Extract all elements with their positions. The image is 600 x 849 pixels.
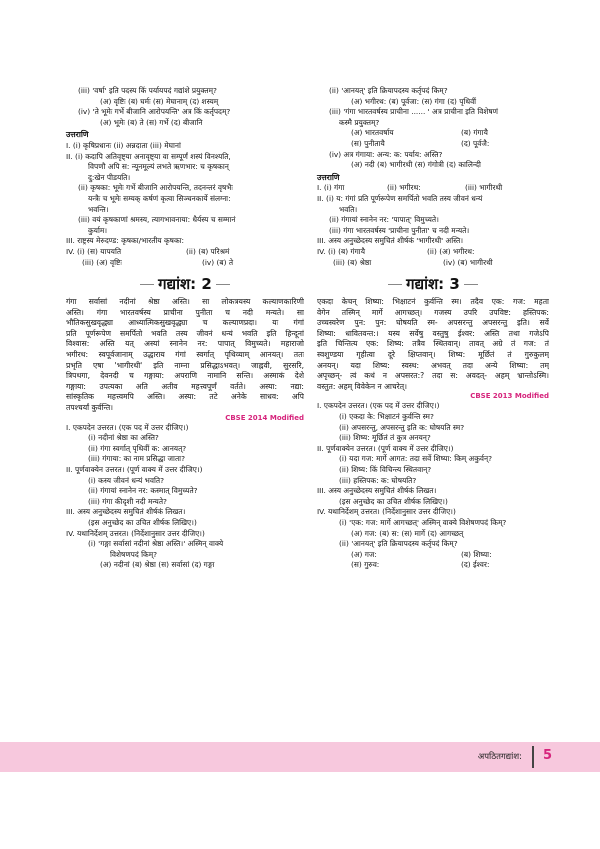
passage-line: शिष्या: धावितवन्त:। यस्य सर्वेषु वस्तुषु ईश्वर: अस्ति तथा गजेऽपि	[317, 328, 549, 338]
text-line: II. पूर्णवाक्येन उत्तरत। (पूर्ण वाक्य में उत्तर दीजिए।)	[317, 443, 454, 453]
text-line: II. पूर्णवाक्येन उत्तरत। (पूर्ण वाक्य में उत्तर दीजिए।)	[66, 465, 203, 474]
pair-cell: (iv) (ब) भागीरथी	[443, 257, 493, 267]
passage-line: प्रति पूर्णरूपेण समर्पितो भवति तस्य जीवनं धन्यं भवति इति हिन्दूनां	[66, 328, 304, 338]
footer-divider	[532, 746, 534, 768]
passage-line: प्रभृति एषा 'भागीरथी' इति नाम्ना प्रसिद्धाऽभवत्। जाह्नवी, सुरसरि,	[66, 360, 304, 370]
pair-row	[66, 258, 304, 269]
passage-line: त्रिपथगा, देवनदी च गङ्गाया: अपराणि नामानि सन्ति। अस्माकं देशे	[66, 371, 304, 381]
text-line: (i) 'एक: गज: मार्गे आगच्छत्' अस्मिन् वाक्ये विशेषणपदं किम्?	[339, 517, 507, 527]
text-line: II. (i) य: गंगां प्रति पूर्णरूपेण समर्पितो भवति तस्य जीवनं धन्यं	[317, 193, 483, 203]
text-line: III. अस्य अनुच्छेदस्य समुचितं शीर्षकं लिखत।	[317, 486, 437, 496]
passage-line: तपश्चर्यां कुर्वन्ति।	[66, 403, 114, 413]
passage-line: अपृच्छन्- त्वं कथं न अपसरत:? तदा स: अवदत्- अहम् भ्रान्तोऽस्मि।	[317, 371, 549, 381]
pair-cell: (iv) (ब) ते	[202, 257, 234, 267]
text-line: III. अस्य अनुच्छेदस्य समुचितं शीर्षकं 'भागीरथी' अस्ति।	[317, 236, 464, 246]
text-line: (ii) शिष्य: किं विचिन्त्य स्थितवान्?	[339, 465, 432, 474]
pair-cell: (स) गुरुव:	[351, 560, 380, 570]
answers-iv-block	[66, 247, 304, 268]
answer-cell: (iii) भागीरथी	[465, 183, 503, 193]
pair-cell: (अ) गज:	[351, 549, 377, 559]
text-line: (iii) हस्तिपक: क: घोषयति?	[339, 475, 417, 485]
passage-2-questions	[66, 423, 304, 571]
text-line: (अ) भगीरथ: (ब) पूर्वजा: (स) गंगा (द) पृथिवीं	[351, 96, 477, 106]
text-line: III. अस्य अनुच्छेदस्य समुचितं शीर्षकं लिखत।	[66, 507, 186, 517]
question-iv	[317, 150, 549, 171]
text-line: (अ) नदी (ब) भागीरथी (स) गंगोत्री (द) कालिन्दी	[351, 160, 481, 170]
text-line: I. एकपदेन उत्तरत। (एक पद में उत्तर दीजिए।)	[317, 401, 440, 411]
passage-line: सांस्कृतिक महत्त्वमपि अस्ति। अस्या: तटे अनेके साधव: अपि	[66, 392, 304, 402]
text-line: (अ) गज: (ब) स: (स) मार्गे (द) आगच्छत्	[351, 528, 464, 538]
pair-cell: (ब) शिष्या:	[461, 549, 492, 559]
passage-line: उच्चस्वरेण पुन: पुन: घोषयति स्म- अपसरन्तु अपसरन्तु इति। सर्वे	[317, 318, 549, 328]
answers-iv-block	[317, 247, 549, 268]
text-line: (इस अनुच्छेद का उचित शीर्षक लिखिए।)	[339, 496, 448, 506]
text-line: (iii) गंगाया: का नाम प्रसिद्धा जाता?	[88, 454, 186, 464]
text-line: विपणौ अपि स: न्यूनमूल्यं लभते ऋणभार: च कृषकान्	[88, 162, 229, 172]
pair-cell: (द) ईश्वर:	[461, 560, 490, 570]
answer-cell: (ii) भगीरथ:	[387, 183, 421, 193]
answers-heading: उत्तराणि	[317, 172, 340, 182]
exam-badge: CBSE 2014 Modified	[225, 413, 304, 422]
text-line: कुर्याम।	[88, 225, 108, 235]
passage-3-questions	[317, 401, 549, 549]
passage-2-text	[66, 297, 304, 414]
pair-cell: (द) पूर्वजै:	[461, 138, 490, 148]
pair-cell: IV. (i) (ब) गंगायै	[317, 246, 366, 256]
pair-row	[317, 128, 549, 139]
passage-line: एकदा केचन् शिष्या: भिक्षाटनं कुर्वन्ति स्म। तदैव एक: गज: महता	[317, 297, 549, 307]
passage-line: अनयन्। यदा शिष्य: स्वस्थ: अभवत् तदा अन्ये शिष्या: तम्	[317, 360, 549, 370]
answers-block	[317, 194, 549, 247]
text-line: (i) यदा गज: मार्गे आगत: तदा सर्वे शिष्या: किम् अकुर्वन्?	[339, 454, 493, 464]
text-line: (ii) गंगायां स्नानेन नर: 'पापात्' विमुच्यते।	[329, 215, 439, 225]
text-line: (ii) कृषका: भूमेः गर्भे बीजानि आरोपयन्ति, तदनन्तरं वृषभैः	[78, 183, 233, 193]
footer-label: अपठितगद्यांश:	[477, 752, 522, 762]
answers-block	[66, 141, 304, 247]
text-line: (i) एकदा के: भिक्षाटनं कुर्वन्ति स्म?	[339, 412, 434, 422]
text-line: कस्मै प्रयुक्तम्?	[339, 117, 380, 127]
text-line: (iii) गंगा कीदृशी नदी मन्यते?	[88, 496, 167, 506]
answers-heading: उत्तराणि	[66, 130, 89, 140]
text-line: (iv) 'ते भूमेः गर्भे बीजानि आरोपयन्ति' अत्र किं कर्तृपदम्?	[78, 107, 231, 117]
pair-row	[317, 247, 549, 258]
text-line: (i) 'गङ्गा सर्वासां नदीनां श्रेष्ठा अस्ति।' अस्मिन् वाक्ये	[88, 539, 224, 549]
pair-cell: (अ) भारतवर्षाय	[351, 128, 394, 138]
text-line: II. (i) कदापि अतिवृष्ट्या अनावृष्ट्या वा सम्पूर्णं शस्यं विनश्यति,	[66, 151, 231, 161]
passage-line: भगीरथ: स्वपूर्वजानाम् उद्धाराय गंगां स्वर्गात् पृथिव्याम् आनयत्। ततः	[66, 350, 304, 360]
passage-line: वेगेन तस्मिन् मार्गे आगच्छत्। गजस्य उपरि उपविष्ट: हस्तिपक:	[317, 307, 549, 317]
text-line: IV. यथानिर्देशम् उत्तरत। (निर्देशानुसार उत्तर दीजिए।)	[317, 507, 456, 517]
passage-line: वस्तुत: अहम् विवेकेन न आचरेत्।	[317, 381, 407, 391]
passage-line: गङ्गाया: उपत्यका अति अतीव महत्त्वपूर्णं वर्तते। अस्या: नद्या:	[66, 381, 304, 391]
pair-row	[317, 139, 549, 150]
passage-line: इति चिन्तित्य एक: शिष्य: तत्रैव स्थितवान्। तावत् अग्रे तं गज: तं	[317, 339, 549, 349]
text-line: भवन्ति।	[88, 204, 109, 214]
text-line: दु:खेन पीडयति।	[88, 172, 131, 182]
text-line: (ii) अपसरन्तु, अपसरन्तु इति क: घोषयति स्म?	[339, 422, 465, 432]
passage-heading-2: गद्यांश: 2	[66, 274, 304, 294]
pair-cell: IV. (i) (स) यापयति	[66, 246, 122, 256]
pair-row	[66, 247, 304, 258]
text-line: III. राष्ट्रस्य मेरुदण्ड: कृषका/भारतीय कृषका:	[66, 236, 185, 246]
text-line: (iii) 'गंगा भारतवर्षस्य प्राचीना ...... ' अत्र प्राचीना इति विशेषणं	[329, 107, 498, 117]
text-line: (अ) नदीनां (ब) श्रेष्ठा (स) सर्वासां (द) गङ्गा	[100, 560, 215, 570]
option-rows	[317, 128, 549, 149]
answers-i-row	[317, 183, 549, 194]
text-line: (ii) 'आनयत्' इति क्रियापदस्य कर्तृपदं किम्?	[329, 86, 448, 95]
text-line: (अ) भूमेः (ब) ते (स) गर्भे (द) बीजानि	[100, 117, 203, 127]
exam-badge: CBSE 2013 Modified	[470, 392, 549, 401]
text-line: यन्त्रैः च भूमेः सम्यक् कर्षणं कृत्वा सिञ्चनकार्ये संलग्ना:	[88, 193, 231, 203]
text-line: (ii) गंगा स्वर्गात् पृथिवीं क: आनयत्?	[88, 443, 187, 453]
text-line: I. एकपदेन उत्तरत। (एक पद में उत्तर दीजिए।)	[66, 422, 189, 432]
text-line: (ii) गंगायां स्नानेन नर: कस्मात् विमुच्यते?	[88, 486, 198, 496]
left-column	[66, 86, 304, 571]
text-line: (i) कस्य जीवनं धन्यं भवति?	[88, 475, 165, 485]
pair-cell: (iii) (अ) वृष्टिः	[82, 257, 122, 267]
passage-heading-3: गद्यांश: 3	[317, 274, 549, 294]
answer-cell: I. (i) गंगा	[317, 183, 345, 193]
option-rows	[317, 550, 549, 571]
passage-line: अस्ति। गंगा भारतवर्षस्य प्राचीना पुनीता च नदी मन्यते। सा	[66, 307, 304, 317]
text-line: विशेषणपदं किम्?	[110, 549, 158, 559]
text-line: (iv) अत्र गंगाया: अन्य: क: पर्याय: अस्ति?	[329, 149, 443, 159]
pair-cell: (ii) (ब) परिश्रमं	[186, 246, 230, 256]
text-line: (i) नदीनां श्रेष्ठा का अस्ति?	[88, 433, 159, 443]
text-line: (iii) गंगा भारतवर्षस्य 'प्राचीना पुनीता' च नदी मन्यते।	[329, 225, 470, 235]
text-line: (iii) 'वर्षा' इति पदस्य किं पर्यायपदं गद्यांशे प्रयुक्तम्?	[78, 86, 217, 95]
pair-cell: (ब) गंगायै	[461, 128, 488, 138]
pair-cell: (iii) (ब) श्रेष्ठा	[333, 257, 372, 267]
page-number: 5	[542, 748, 552, 763]
passage-line: विश्वास: अस्ति यत् अस्यां स्नानेन नर: पापात् विमुच्यते। महाराजो	[66, 339, 304, 349]
passage-line: स्वशुण्डया गृहीत्वा दूरे क्षिप्तवान्। शिष्य: मूर्छितं तं गुरुकुलम्	[317, 350, 549, 360]
carryover-questions	[317, 86, 549, 128]
text-line: (iii) वयं कृषकाणां श्रमस्य, त्यागभावनाया: धैर्यस्य च सम्मानं	[78, 215, 236, 225]
text-line: IV. यथानिर्देशम् उत्तरत। (निर्देशानुसार उत्तर दीजिए।)	[66, 528, 205, 538]
page-footer	[0, 742, 600, 772]
right-column	[317, 86, 549, 571]
pair-row	[317, 550, 549, 561]
text-line: (इस अनुच्छेद का उचित शीर्षक लिखिए।)	[88, 517, 197, 527]
text-line: भवति।	[339, 204, 358, 214]
text-line: I. (i) कृषिप्रधानः (ii) अन्नदाता (iii) मेघानां	[66, 140, 181, 150]
passage-line: गंगा सर्वासां नदीनां श्रेष्ठा अस्ति। सा लोकत्रयस्य कल्याणकारिणी	[66, 297, 304, 307]
text-line: (अ) वृष्टिः (ब) घर्मः (स) मेघानाम् (द) शस्यम्	[100, 96, 219, 106]
pair-row	[317, 258, 549, 269]
passage-line: भौतिकसुखवृद्ध्या आध्यात्मिकसुखवृद्ध्या च कल्याणप्रदा। यः गंगां	[66, 318, 304, 328]
text-line: (ii) 'आनयत्' इति क्रियापदस्य कर्तृपदं किम्?	[339, 539, 458, 549]
pair-cell: (स) पुनीतायै	[351, 138, 385, 148]
pair-cell: (ii) (अ) भगीरथ:	[427, 246, 475, 256]
text-line: (iii) शिष्य: मूर्छितं तं कुत्र अनयन्?	[339, 433, 431, 443]
passage-3-text	[317, 297, 549, 392]
pair-row	[317, 560, 549, 571]
carryover-questions	[66, 86, 304, 128]
